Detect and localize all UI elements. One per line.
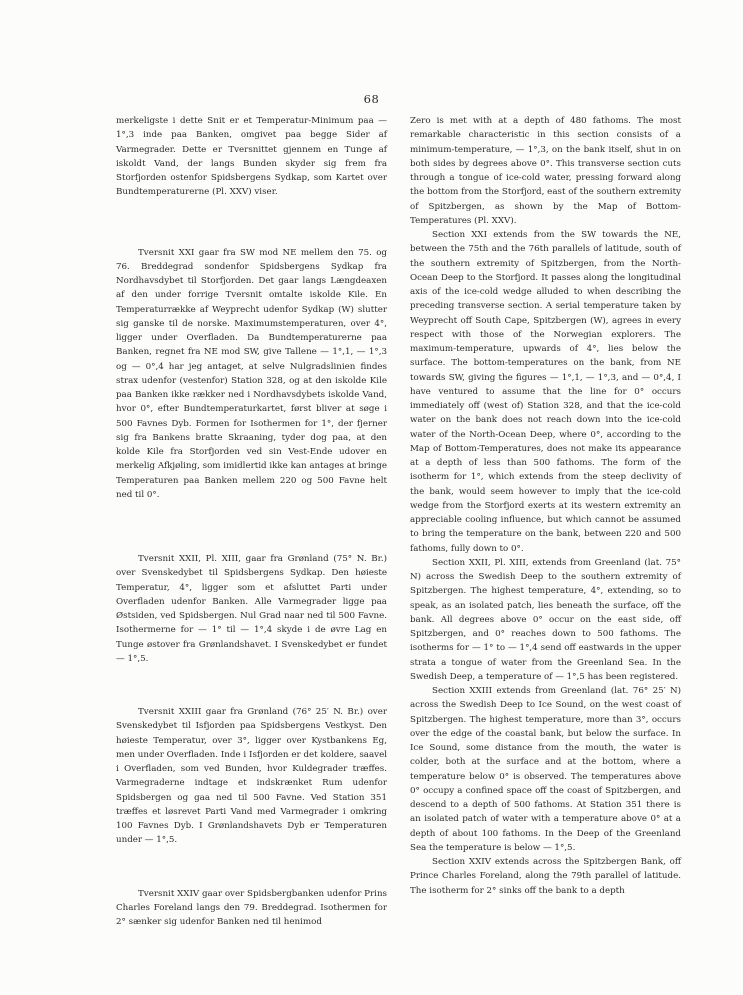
paragraph: Zero is met with at a depth of 480 fathoms. The most remarkable characteristic in this section consists of a minimum-temperature, — 1°,3, on the bank itself, shut in on both sides by degrees above 0°. This transverse section cuts through a tongue of ice-cold water, pressing forward along the bottom from the Storfjord, east of the southern extremity of Spitzbergen, as shown by the Map of Bottom-Temperatures (Pl. XXV). [410, 116, 681, 226]
paragraph: Section XXII, Pl. XIII, extends from Greenland (lat. 75° N) across the Swedish Deep to the southern extremity of Spitzbergen. The highest temperature, 4°, extending, so to speak, as an isolated patch, lies beneath the surface, off the bank. All degrees above 0° occur on the east side, off Spitzbergen, and 0° reaches down to 500 fathoms. The isotherms for — 1° to — 1°,4 send off eastwards in the upper strata a tongue of water from the Greenland Sea. In the Swedish Deep, a temperature of — 1°,5 has been registered. [410, 557, 681, 682]
right-column-english [410, 114, 681, 898]
paragraph: Tversnit XXII, Pl. XIII, gaar fra Grønland (75° N. Br.) over Svenskedybet til Spidsbergens Sydkap. Den høieste Temperatur, 4°, ligger som et afsluttet Parti under Overfladen udenfor Banken. Alle Varmegrader ligge paa Østsiden, ved Spidsbergen. Nul Grad naar ned til 500 Favne. Isothermerne for — 1° til — 1°,4 skyde i de øvre Lag en Tunge østover fra Grønlandshavet. I Svenskedybet er fundet — 1°,5. [116, 554, 387, 664]
paragraph: Section XXIV extends across the Spitzbergen Bank, off Prince Charles Foreland, along the 79th parallel of latitude. The isotherm for 2° sinks off the bank to a depth [410, 857, 681, 896]
left-column-norwegian [116, 114, 387, 929]
page-number: 68 [363, 92, 380, 106]
paragraph: Section XXI extends from the SW towards the NE, between the 75th and the 76th parallels of latitude, south of the southern extremity of Spitzbergen, from the North-Ocean Deep to the Storfjord. It passes along the longitudinal axis of the ice-cold wedge alluded to when describing the preceding transverse section. A serial temperature taken by Weyprecht off South Cape, Spitzbergen (W), agrees in every respect with those of the Norwegian explorers. The maximum-temperature, upwards of 4°, lies below the surface. The bottom-temperatures on the bank, from NE towards SW, giving the figures — 1°,1, — 1°,3, and — 0°,4, I have ventured to assume that the line for 0° occurs immediately off (west of) Station 328, and that the ice-cold water on the bank does not reach down into the ice-cold water of the North-Ocean Deep, where 0°, according to the Map of Bottom-Temperatures, does not make its appearance at a depth of less than 500 fathoms. The form of the isotherm for 1°, which extends from the steep declivity of the bank, would seem however to imply that the ice-cold wedge from the Storfjord exerts at its western extremity an appreciable cooling influence, but which cannot be assumed to bring the temperature on the bank, between 220 and 500 fathoms, fully down to 0°. [410, 230, 681, 554]
paragraph: Tversnit XXIII gaar fra Grønland (76° 25′ N. Br.) over Svenskedybet til Isfjorden paa Spidsbergens Vestkyst. Den høieste Temperatur, over 3°, ligger over Kystbankens Eg, men under Overfladen. Inde i Isfjorden er det koldere, saavel i Overfladen, som ved Bunden, hvor Kuldegrader træffes. Varmegraderne indtage et indskrænket Rum udenfor Spidsbergen og gaa ned til 500 Favne. Ved Station 351 træffes et løsrevet Parti Vand med Varmegrader i omkring 100 Favnes Dyb. I Grønlandshavets Dyb er Temperaturen under — 1°,5. [116, 707, 387, 846]
paragraph: Tversnit XXIV gaar over Spidsbergbanken udenfor Prins Charles Foreland langs den 79. Breddegrad. Isothermen for 2° sænker sig udenfor Banken ned til henimod [116, 888, 387, 927]
paragraph: merkeligste i dette Snit er et Temperatur-Minimum paa — 1°,3 inde paa Banken, omgivet paa begge Sider af Varmegrader. Dette er Tversnittet gjennem en Tunge af iskoldt Vand, der langs Bunden skyder sig frem fra Storfjorden ostenfor Spidsbergens Sydkap, som Kartet over Bundtemperaturerne (Pl. XXV) viser. [116, 116, 387, 198]
paragraph: Tversnit XXI gaar fra SW mod NE mellem den 75. og 76. Breddegrad sondenfor Spidsbergens Sydkap fra Nordhavsdybet til Storfjorden. Det gaar langs Længdeaxen af den under forrige Tversnit omtalte iskolde Kile. En Temperaturrække af Weyprecht udenfor Sydkap (W) slutter sig ganske til de norske. Maximumstemperaturen, over 4°, ligger under Overfladen. Da Bundtemperaturerne paa Banken, regnet fra NE mod SW, give Tallene — 1°,1, — 1°,3 og — 0°,4 har jeg antaget, at selve Nulgradslinien findes strax udenfor (vestenfor) Station 328, og at den iskolde Kile paa Banken ikke rækker ned i Nordhavsdybets iskolde Vand, hvor 0°, efter Bundtemperaturkartet, først bliver at søge i 500 Favnes Dyb. Formen for Isothermen for 1°, der fjerner sig fra Bankens bratte Skraaning, tyder dog paa, at den kolde Kile fra Storfjorden ved sin Vest-Ende udover en merkelig Afkjøling, som imidlertid ikke kan antages at bringe Temperaturen paa Banken mellem 220 og 500 Favne helt ned til 0°. [116, 247, 387, 500]
paragraph: Section XXIII extends from Greenland (lat. 76° 25′ N) across the Swedish Deep to Ice Sound, on the west coast of Spitzbergen. The highest temperature, more than 3°, occurs over the edge of the coastal bank, but below the surface. In Ice Sound, some distance from the mouth, the water is colder, both at the surface and at the bottom, where a temperature below 0° is observed. The temperatures above 0° occupy a confined space off the coast of Spitzbergen, and descend to a depth of 500 fathoms. At Station 351 there is an isolated patch of water with a temperature above 0° at a depth of about 100 fathoms. In the Deep of the Greenland Sea the temperature is below — 1°,5. [410, 686, 681, 853]
